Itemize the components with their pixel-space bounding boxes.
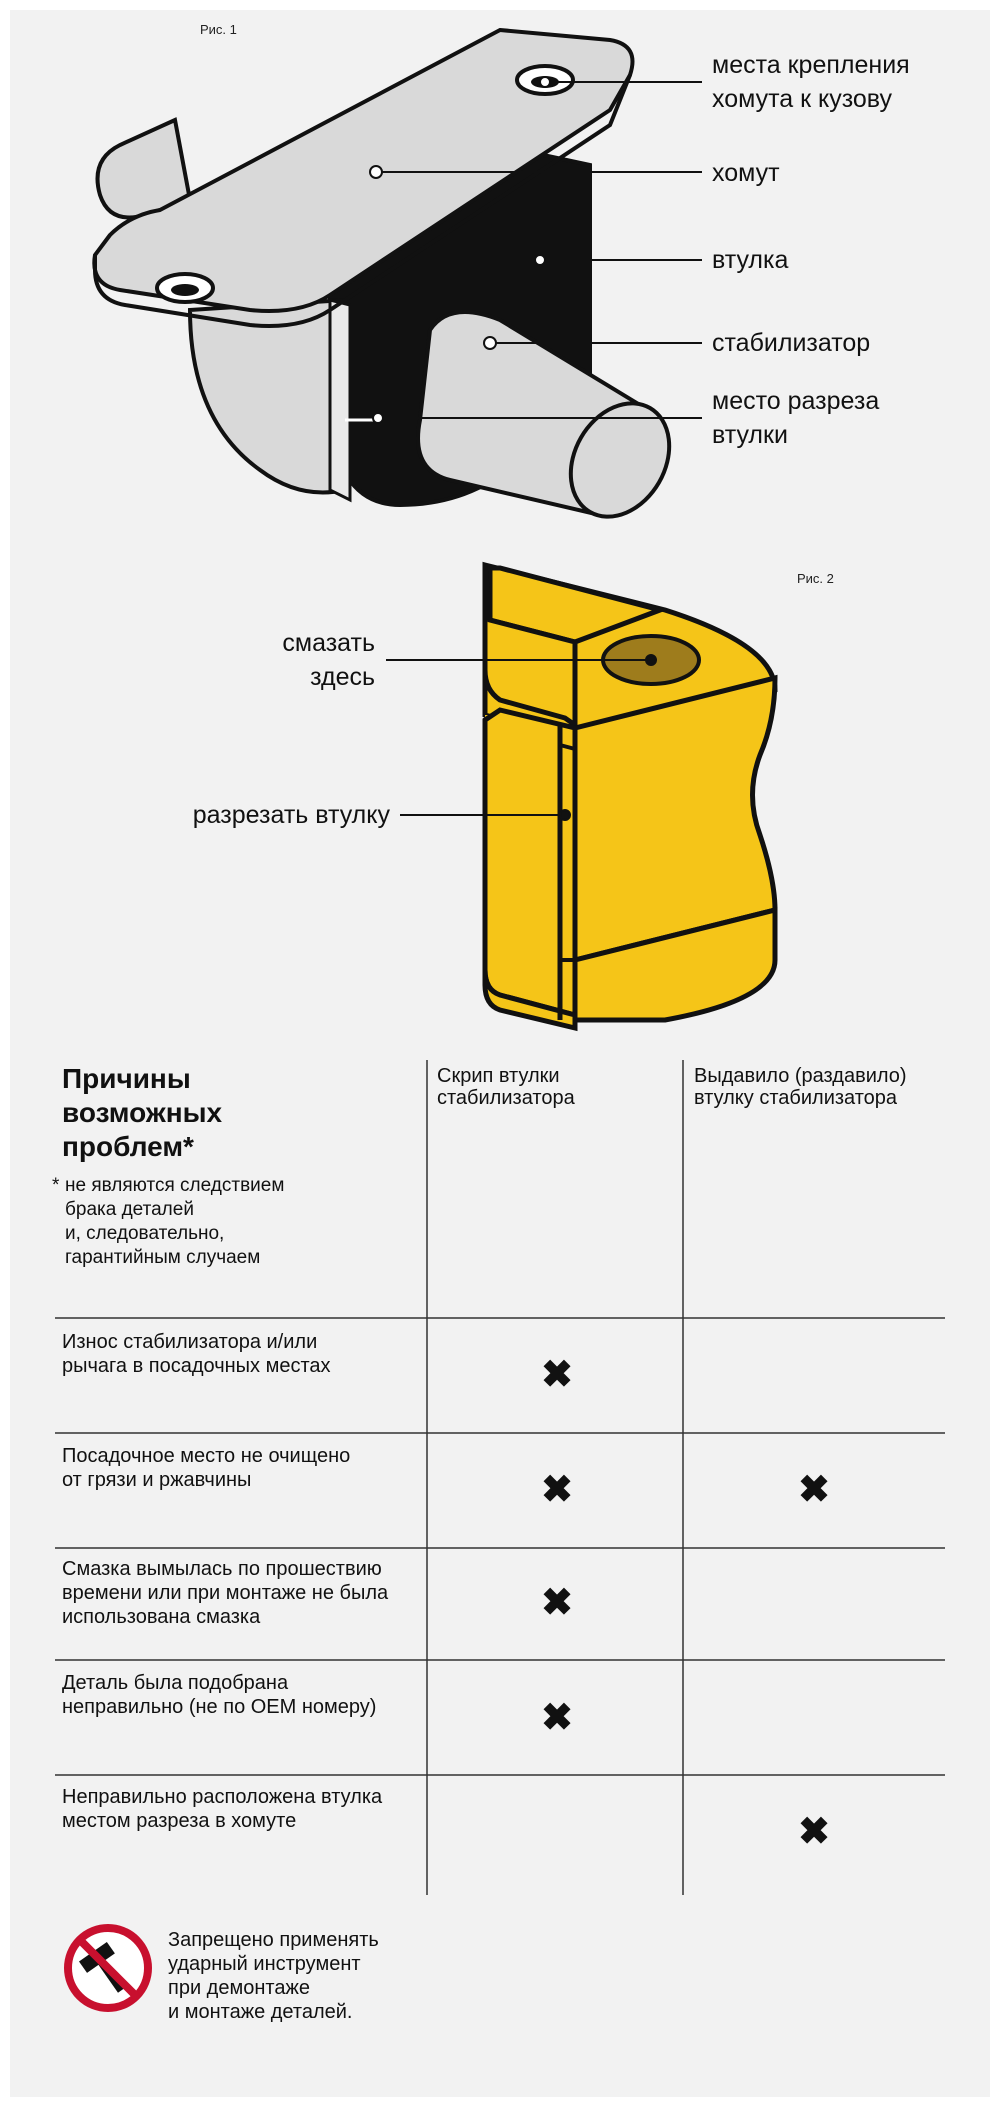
row5-text-line2: местом разреза в хомуте	[62, 1810, 297, 1832]
footnote-line3: и, следовательно,	[65, 1223, 225, 1244]
row5-text-line1: Неправильно расположена втулка	[62, 1786, 383, 1808]
table-row	[62, 1557, 388, 1629]
table-title-line1: Причины	[62, 1063, 191, 1094]
footnote-line1: не являются следствием	[65, 1175, 285, 1196]
row3-col1-mark: ✖	[541, 1582, 573, 1624]
row1-text-line2: рычага в посадочных местах	[62, 1355, 331, 1377]
callout-cut-line1: место разреза	[712, 387, 880, 415]
table-row	[62, 1444, 350, 1492]
warning-line1: Запрещено применять	[168, 1929, 379, 1951]
table-footnote	[52, 1174, 284, 1270]
callout-mount-points	[712, 48, 910, 116]
row4-text-line2: неправильно (не по OEM номеру)	[62, 1696, 377, 1718]
callout-stabilizer: стабилизатор	[712, 329, 871, 357]
bushing-side	[190, 300, 345, 493]
no-hammer-icon	[58, 1918, 158, 2018]
callout-lubricate-line1: смазать	[282, 629, 375, 657]
footnote-line2: брака деталей	[65, 1199, 194, 1220]
column-header-squeak-line1: Скрип втулки	[437, 1065, 560, 1087]
callout-clamp: хомут	[712, 159, 780, 187]
row2-col2-mark: ✖	[798, 1469, 830, 1511]
table-row	[62, 1785, 382, 1833]
warning-line2: ударный инструмент	[168, 1953, 361, 1975]
row3-text-line1: Смазка вымылась по прошествию	[62, 1558, 382, 1580]
callout-mount-line2: хомута к кузову	[712, 85, 893, 113]
callout-cut-place	[712, 384, 879, 452]
row4-col1-mark: ✖	[541, 1697, 573, 1739]
row2-col1-mark: ✖	[541, 1469, 573, 1511]
table-row	[62, 1671, 376, 1719]
row1-col1-mark: ✖	[541, 1354, 573, 1396]
table-title	[62, 1062, 222, 1164]
row3-text-line2: времени или при монтаже не была	[62, 1582, 389, 1604]
row3-text-line3: использована смазка	[62, 1606, 261, 1628]
warning-line3: при демонтаже	[168, 1977, 310, 1999]
footnote-line4: гарантийным случаем	[65, 1247, 261, 1268]
callout-cut-bushing: разрезать втулку	[192, 801, 390, 829]
row2-text-line2: от грязи и ржавчины	[62, 1469, 252, 1491]
bushing-edge	[330, 300, 350, 500]
column-header-squeak	[437, 1065, 575, 1109]
row4-text-line1: Деталь была подобрана	[62, 1672, 289, 1694]
column-header-squeezed-line2: втулку стабилизатора	[694, 1087, 898, 1109]
mount-hole-bottom-inner	[171, 284, 199, 296]
table-title-line2: возможных	[62, 1097, 223, 1128]
callout-mount-line1: места крепления	[712, 51, 910, 79]
warning-line4: и монтаже деталей.	[168, 2001, 353, 2023]
row1-text-line1: Износ стабилизатора и/или	[62, 1331, 318, 1353]
column-header-squeezed-line1: Выдавило (раздавило)	[694, 1065, 907, 1087]
row2-text-line1: Посадочное место не очищено	[62, 1445, 351, 1467]
row5-col2-mark: ✖	[798, 1811, 830, 1853]
callout-cut-line2: втулки	[712, 421, 788, 449]
fig1-label: Рис. 1	[200, 22, 237, 37]
fig2-label: Рис. 2	[797, 571, 834, 586]
callout-lubricate	[200, 626, 375, 694]
table-title-line3: проблем*	[62, 1131, 194, 1162]
column-header-squeezed	[694, 1065, 907, 1109]
table-row	[62, 1330, 331, 1378]
callout-lubricate-line2: здесь	[310, 663, 375, 691]
callout-bushing: втулка	[712, 246, 789, 274]
column-header-squeak-line2: стабилизатора	[437, 1087, 575, 1109]
warning-text	[168, 1928, 379, 2024]
footnote-mark: *	[52, 1175, 60, 1196]
